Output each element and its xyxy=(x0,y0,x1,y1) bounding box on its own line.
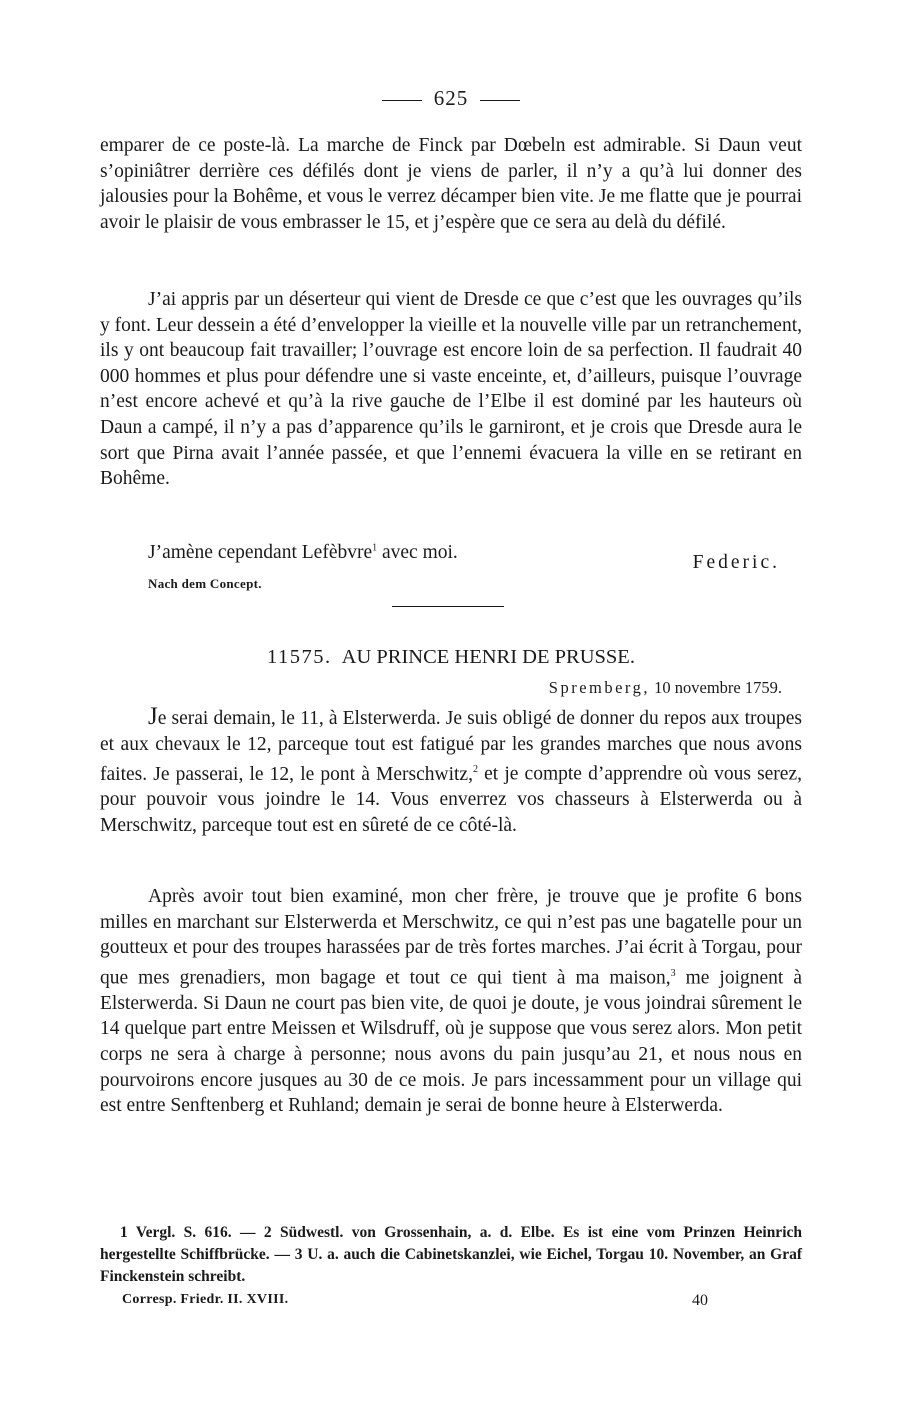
closing-line-after: avec moi. xyxy=(377,542,458,563)
dateline xyxy=(549,678,782,698)
series-title: Corresp. Friedr. II. XVIII. xyxy=(122,1292,289,1307)
footnotes xyxy=(100,1222,802,1288)
source-note: Nach dem Concept. xyxy=(148,576,262,591)
signature-mark: 40 xyxy=(692,1292,708,1309)
page-number: 625 xyxy=(433,86,469,110)
header-dash-right xyxy=(480,100,520,101)
footnote-ref-1: 1 xyxy=(372,542,378,554)
page-header xyxy=(100,86,802,111)
closing-line xyxy=(148,542,458,564)
paragraph-3-text xyxy=(100,704,802,838)
paragraph-3 xyxy=(100,704,802,838)
footnote-ref-2: 2 xyxy=(472,764,478,776)
letter-number: 11575. xyxy=(267,646,332,668)
header-dash-left xyxy=(382,100,422,101)
paragraph-4-part-b: me joignent à Elsterwerda. Si Daun ne court pas bien vite, de quoi je doute, je vous joindrai sûrement le 14 quelque part entre Meissen et Wilsdruff, où je suppose que vous serez alors. Mon petit corps ne sera à charge à personne; nous avons du pain jusqu’au 21, et nous nous en pourvoirons encore jusques au 30 de ce mois. Je pars incessamment pour un village qui est entre Senftenberg et Ruhland; demain je serai de bonne heure à Elsterwerda. xyxy=(100,967,802,1117)
paragraph-3-part-b: et je compte d’apprendre où vous serez, pour pouvoir vous joindre le 14. Vous enverrez vos chasseurs à Elsterwerda ou à Merschwitz, parceque tout est en sûreté de ce côté-là. xyxy=(100,763,802,836)
paragraph-1 xyxy=(100,133,802,235)
letter-heading xyxy=(100,646,802,669)
footnote-text: 1 Vergl. S. 616. — 2 Südwestl. von Grossenhain, a. d. Elbe. Es ist eine vom Prinzen Heinrich hergestellte Schiffbrücke. — 3 U. a. auch die Cabinetskanzlei, wie Eichel, Torgau 10. November, an Graf Finckenstein schreibt. xyxy=(100,1224,802,1285)
closing-line-text: J’amène cependant Lefèbvre xyxy=(148,542,373,563)
paragraph-4-text xyxy=(100,884,802,1119)
dateline-place: Spremberg, xyxy=(548,678,651,697)
paragraph-3-part-a: Je serai demain, le 11, à Elsterwerda. Je suis obligé de donner du repos aux troupes et aux chevaux le 12, parceque tout est fatigué par les grandes marches que nous avons faites. Je passerai, le 12, le pont à Merschwitz, xyxy=(100,703,802,785)
section-divider xyxy=(392,606,504,607)
paragraph-2 xyxy=(100,287,802,492)
footnote-ref-3: 3 xyxy=(670,967,676,979)
letter-recipient: AU PRINCE HENRI DE PRUSSE. xyxy=(341,646,635,668)
signature: Federic. xyxy=(692,552,780,573)
dateline-date: 10 novembre 1759. xyxy=(654,678,782,697)
paragraph-4-part-a: Après avoir tout bien examiné, mon cher frère, je trouve que je profite 6 bons milles en marchant sur Elsterwerda et Merschwitz, ce qui n’est pas une bagatelle pour un goutteux et pour des troupes harassées par de très fortes marches. J’ai écrit à Torgau, pour que mes grenadiers, mon bagage et tout ce qui tient à ma maison, xyxy=(100,886,802,989)
paragraph-1-text: emparer de ce poste-là. La marche de Finck par Dœbeln est admirable. Si Daun veut s’opiniâtrer derrière ces défilés dont je viens de parler, il n’y a qu’à lui donner des jalousies pour la Bohême, et vous le verrez décamper bien vite. Je me flatte que je pourrai avoir le plaisir de vous embrasser le 15, et j’espère que ce sera au delà du défilé. xyxy=(100,135,802,233)
paragraph-4 xyxy=(100,884,802,1119)
paragraph-2-text: J’ai appris par un déserteur qui vient de Dresde ce que c’est que les ouvrages qu’ils y font. Leur dessein a été d’envelopper la vieille et la nouvelle ville par un retranchement, ils y ont beaucoup fait travailler; l’ouvrage est encore loin de sa perfection. Il faudrait 40 000 hommes et plus pour défendre une si vaste enceinte, et, d’ailleurs, puisque l’ouvrage n’est encore achevé et qu’à la rive gauche de l’Elbe il est dominé par les hauteurs où Daun a campé, il n’y a pas d’apparence qu’ils le garniront, et je crois que Dresde aura le sort que Pirna avait l’année passée, et que l’ennemi évacuera la ville en se retirant en Bohême. xyxy=(100,289,802,490)
